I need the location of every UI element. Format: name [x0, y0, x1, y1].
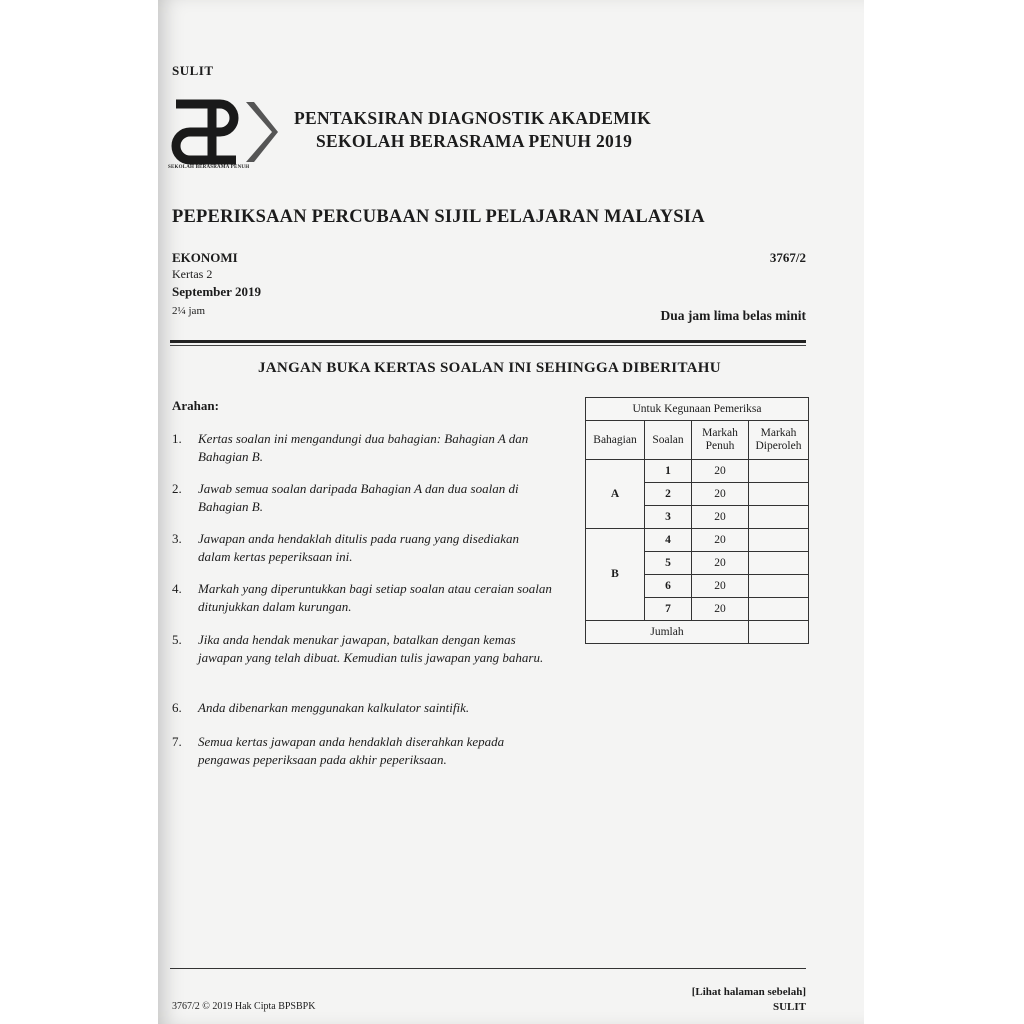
instruction-text: Jawab semua soalan daripada Bahagian A dan dua soalan di Bahagian B.: [198, 481, 519, 514]
header-soalan: Soalan: [645, 421, 692, 460]
divider-thin: [170, 345, 806, 346]
next-page-note: [Lihat halaman sebelah]: [691, 986, 806, 998]
instruction-text: Kertas soalan ini mengandungi dua bahagian: Bahagian A dan Bahagian B.: [198, 431, 529, 464]
copyright-notice: 3767/2 © 2019 Hak Cipta BPSBPK: [172, 1001, 316, 1012]
obtained-marks-cell[interactable]: [749, 529, 809, 552]
question-number: 6: [645, 575, 692, 598]
instruction-number: 6.: [172, 700, 182, 715]
instruction-number: 3.: [172, 531, 182, 546]
header-bahagian: Bahagian: [586, 421, 645, 460]
classification-label: SULIT: [172, 63, 214, 78]
full-marks: 20: [692, 506, 749, 529]
subject: EKONOMI: [172, 250, 238, 265]
question-number: 3: [645, 506, 692, 529]
warning-heading: JANGAN BUKA KERTAS SOALAN INI SEHINGGA DIBERITAHU: [258, 360, 721, 376]
exam-cover-page: [158, 0, 864, 1024]
instruction-text: Semua kertas jawapan anda hendaklah diserahkan kepada pengawas peperiksaan pada akhir peperiksaan.: [198, 734, 505, 767]
instruction-number: 4.: [172, 581, 182, 596]
question-number: 4: [645, 529, 692, 552]
sbp-logo: [168, 96, 278, 168]
instruction-text: Markah yang diperuntukkan bagi setiap soalan atau ceraian soalan ditunjukkan dalam kurungan.: [198, 581, 552, 614]
section-a-label: A: [586, 460, 645, 529]
question-number: 2: [645, 483, 692, 506]
instruction-text: Jawapan anda hendaklah ditulis pada ruang yang disediakan dalam kertas peperiksaan ini.: [198, 531, 520, 564]
obtained-marks-cell[interactable]: [749, 598, 809, 621]
obtained-marks-cell[interactable]: [749, 506, 809, 529]
logo-caption: SEKOLAH BERASRAMA PENUH: [168, 165, 250, 170]
paper-code: 3767/2: [769, 250, 806, 265]
obtained-marks-cell[interactable]: [749, 483, 809, 506]
full-marks: 20: [692, 598, 749, 621]
full-marks: 20: [692, 460, 749, 483]
examiner-marks-table: [585, 397, 809, 644]
divider-thick: [170, 340, 806, 343]
instruction-number: 1.: [172, 431, 182, 446]
total-marks-cell[interactable]: [749, 621, 809, 644]
exam-title: PEPERIKSAAN PERCUBAAN SIJIL PELAJARAN MALAYSIA: [172, 207, 705, 227]
title-line-1: PENTAKSIRAN DIAGNOSTIK AKADEMIK: [294, 108, 652, 128]
instruction-text: Jika anda hendak menukar jawapan, batalkan dengan kemas jawapan yang telah dibuat. Kemudian tulis jawapan yang baharu.: [198, 632, 544, 665]
instruction-number: 7.: [172, 734, 182, 749]
instruction-item: [172, 699, 542, 717]
table-row-total: [586, 621, 809, 644]
paper-number: Kertas 2: [172, 267, 213, 281]
instruction-item: [172, 430, 542, 466]
title-line-2: SEKOLAH BERASRAMA PENUH 2019: [316, 131, 633, 151]
obtained-marks-cell[interactable]: [749, 552, 809, 575]
question-number: 7: [645, 598, 692, 621]
instruction-text: Anda dibenarkan menggunakan kalkulator saintifik.: [198, 700, 470, 715]
full-marks: 20: [692, 529, 749, 552]
question-number: 1: [645, 460, 692, 483]
obtained-marks-cell[interactable]: [749, 460, 809, 483]
footer-divider: [170, 968, 806, 969]
table-caption: Untuk Kegunaan Pemeriksa: [586, 398, 809, 421]
instruction-item: [172, 530, 542, 566]
total-label: Jumlah: [586, 621, 749, 644]
instruction-item: [172, 733, 542, 769]
classification-label-footer: SULIT: [772, 1001, 806, 1013]
full-marks: 20: [692, 575, 749, 598]
header-markah-penuh: Markah Penuh: [692, 421, 749, 460]
duration-text: Dua jam lima belas minit: [660, 308, 806, 323]
duration-fraction: 2¼ jam: [172, 305, 205, 317]
obtained-marks-cell[interactable]: [749, 575, 809, 598]
instruction-number: 2.: [172, 481, 182, 496]
section-b-label: B: [586, 529, 645, 621]
instruction-item: [172, 580, 552, 616]
full-marks: 20: [692, 483, 749, 506]
question-number: 5: [645, 552, 692, 575]
full-marks: 20: [692, 552, 749, 575]
table-row: [586, 460, 809, 483]
exam-date: September 2019: [172, 284, 261, 299]
table-row: [586, 529, 809, 552]
instructions-heading: Arahan:: [172, 398, 219, 413]
header-markah-diperoleh: Markah Diperoleh: [749, 421, 809, 460]
instruction-number: 5.: [172, 632, 182, 647]
instruction-item: [172, 631, 542, 685]
instruction-item: [172, 480, 542, 516]
